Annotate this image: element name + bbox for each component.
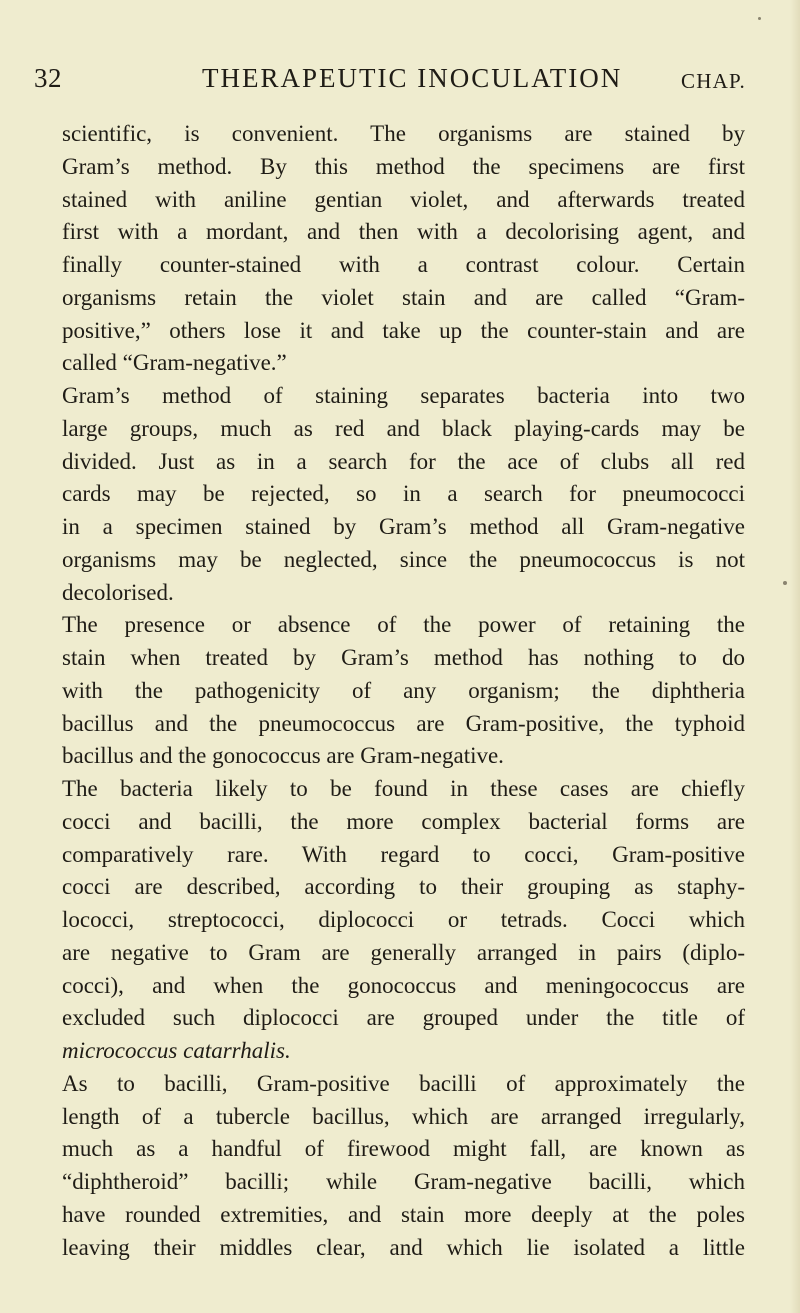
text-line: finally counter-stained with a contrast colour. Certain [62, 252, 745, 277]
text-line: organisms may be neglected, since the pneumococcus is not [62, 546, 745, 572]
text-line: cocci are described, according to their grouping as staphy- [62, 874, 745, 900]
text-line: much as a handful of firewood might fall, are known as [62, 1136, 745, 1162]
text-line: bacillus and the pneumococcus are Gram-positive, the typhoid [62, 710, 745, 736]
text-line: called “Gram-negative.” [62, 350, 287, 376]
text-line: length of a tubercle bacillus, which are arranged irregularly, [62, 1103, 745, 1129]
text-line: The bacteria likely to be found in these cases are chiefly [62, 776, 745, 801]
text-line-italic: micrococcus catarrhalis. [62, 1038, 291, 1063]
page-edge-shadow [790, 0, 800, 1313]
text-line: with the pathogenicity of any organism; the diphtheria [62, 677, 745, 703]
page-number: 32 [34, 63, 62, 93]
text-line: leaving their middles clear, and which lie isolated a little [62, 1234, 745, 1260]
text-line: “diphtheroid” bacilli; while Gram-negative bacilli, which [62, 1169, 745, 1194]
text-line: have rounded extremities, and stain more deeply at the poles [62, 1201, 745, 1227]
text-line: organisms retain the violet stain and are called “Gram- [62, 284, 745, 310]
paper-speck [758, 17, 761, 20]
running-title: THERAPEUTIC INOCULATION [202, 63, 623, 93]
text-line: positive,” others lose it and take up the counter-stain and are [62, 317, 745, 343]
text-line: Gram’s method of staining separates bacteria into two [62, 383, 745, 408]
text-line: The presence or absence of the power of retaining the [62, 612, 745, 638]
paper-speck [783, 581, 787, 585]
text-line: are negative to Gram are generally arranged in pairs (diplo- [62, 939, 745, 965]
text-line: first with a mordant, and then with a decolorising agent, and [62, 219, 745, 245]
text-line: divided. Just as in a search for the ace of clubs all red [62, 448, 745, 474]
text-line: scientific, is convenient. The organisms are stained by [62, 121, 745, 146]
text-line: decolorised. [62, 579, 174, 605]
body-text [62, 118, 745, 1264]
text-line: excluded such diplococci are grouped under the title of [62, 1005, 745, 1031]
text-line: cards may be rejected, so in a search for pneumococci [62, 481, 745, 507]
text-line: As to bacilli, Gram-positive bacilli of approximately the [62, 1070, 745, 1096]
text-line: stain when treated by Gram’s method has nothing to do [62, 645, 745, 670]
text-line: stained with aniline gentian violet, and afterwards treated [62, 186, 745, 212]
text-line: in a specimen stained by Gram’s method all Gram-negative [62, 514, 745, 539]
text-line: cocci and bacilli, the more complex bacterial forms are [62, 808, 745, 834]
running-head [34, 58, 746, 98]
chapter-abbrev: CHAP. [681, 69, 746, 93]
text-line: bacillus and the gonococcus are Gram-negative. [62, 743, 504, 769]
text-line: Gram’s method. By this method the specimens are first [62, 153, 745, 179]
text-line: comparatively rare. With regard to cocci, Gram-positive [62, 841, 745, 867]
text-line: large groups, much as red and black playing-cards may be [62, 415, 745, 441]
text-line: cocci), and when the gonococcus and meningococcus are [62, 972, 745, 998]
text-line: lococci, streptococci, diplococci or tetrads. Cocci which [62, 907, 745, 932]
